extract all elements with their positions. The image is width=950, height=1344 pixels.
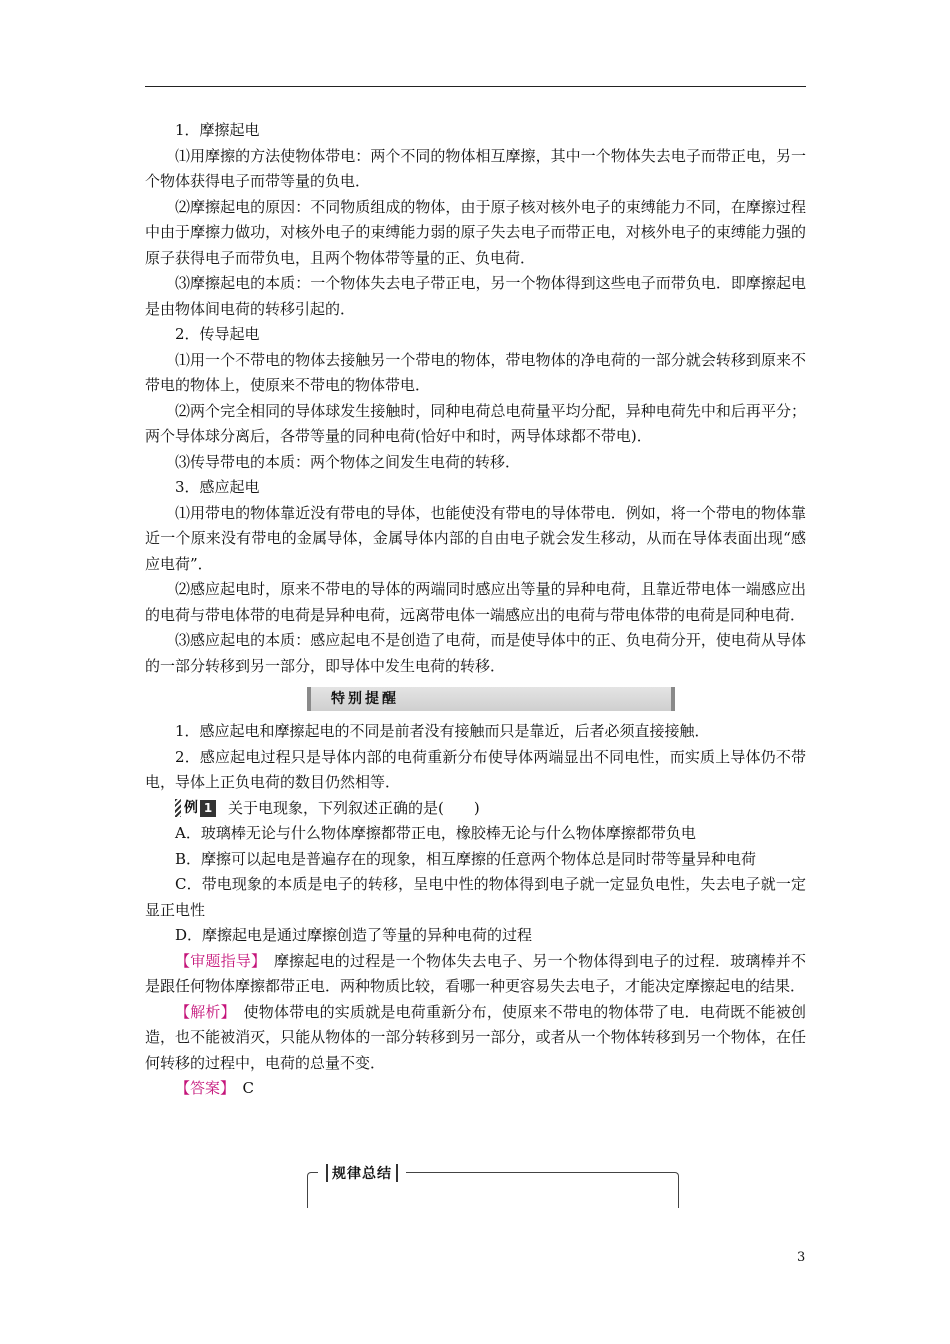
special-note-banner: 特别提醒 <box>307 687 675 711</box>
special-note-banner-wrap <box>145 687 806 715</box>
guide-paragraph <box>145 949 806 1000</box>
summary-label <box>318 1163 406 1183</box>
summary-title: 规律总结 <box>332 1166 392 1182</box>
option-b: B．摩擦可以起电是普遍存在的现象，相互摩擦的任意两个物体总是同时带等量异种电荷 <box>175 849 757 868</box>
summary-box <box>307 1166 679 1208</box>
paragraph: ⑵感应起电时，原来不带电的导体的两端同时感应出等量的异种电荷，且靠近带电体一端感应出的电荷与带电体带的电荷是异种电荷，远离带电体一端感应出的电荷与带电体带的电荷是同种电荷． <box>145 580 806 624</box>
badge-number: 1 <box>200 800 216 817</box>
answer-text: C <box>227 1079 254 1097</box>
paragraph: ⑴用摩擦的方法使物体带电：两个不同的物体相互摩擦，其中一个物体失去电子而带正电，另一个物体获得电子而带等量的负电． <box>145 146 806 190</box>
page-content <box>145 118 806 1102</box>
section-title-induction: 3．感应起电 <box>175 478 260 496</box>
paragraph: 1．感应起电和摩擦起电的不同是前者没有接触而只是靠近，后者必须直接接触． <box>175 722 710 740</box>
section-title-friction: 1．摩擦起电 <box>175 121 260 139</box>
section-title-conduction: 2．传导起电 <box>175 325 260 343</box>
page-number: 3 <box>797 1250 806 1265</box>
paragraph: ⑵摩擦起电的原因：不同物质组成的物体，由于原子核对核外电子的束缚能力不同，在摩擦过程中由于摩擦力做功，对核外电子的束缚能力弱的原子失去电子而带正电，对核外电子的束缚能力强的原子获得电子而带负电，且两个物体带等量的正、负电荷． <box>145 197 806 267</box>
paragraph: ⑴用一个不带电的物体去接触另一个带电的物体，带电物体的净电荷的一部分就会转移到原来不带电的物体上，使原来不带电的物体带电． <box>145 350 806 394</box>
guide-text: 摩擦起电的过程是一个物体失去电子、另一个物体得到电子的过程．玻璃棒并不是跟任何物体摩擦都带正电．两种物质比较，看哪一种更容易失去电子，才能决定摩擦起电的结果． <box>145 951 806 995</box>
paragraph: ⑶摩擦起电的本质：一个物体失去电子带正电，另一个物体得到这些电子而带负电．即摩擦起电是由物体间电荷的转移引起的． <box>145 274 806 318</box>
paragraph: ⑴用带电的物体靠近没有带电的导体，也能使没有带电的导体带电．例如，将一个带电的物体靠近一个原来没有带电的金属导体，金属导体内部的自由电子就会发生移动，从而在导体表面出现“感应电荷”． <box>145 503 806 573</box>
paragraph: ⑵两个完全相同的导体球发生接触时，同种电荷总电荷量平均分配，异种电荷先中和后再平分；两个导体球分离后，各带等量的同种电荷(恰好中和时，两导体球都不带电)． <box>145 401 806 445</box>
question-text: 关于电现象，下列叙述正确的是( ) <box>228 798 480 817</box>
summary-bar-left <box>326 1164 328 1182</box>
option-c: C．带电现象的本质是电子的转移，呈电中性的物体得到电子就一定显负电性，失去电子就一定显正电性 <box>145 875 806 919</box>
badge-stripes <box>175 799 181 817</box>
header-rule <box>145 86 806 87</box>
summary-bar-right <box>396 1164 398 1182</box>
paragraph: ⑶感应起电的本质：感应起电不是创造了电荷，而是使导体中的正、负电荷分开，使电荷从导体的一部分转移到另一部分，即导体中发生电荷的转移． <box>145 631 806 675</box>
option-d: D．摩擦起电是通过摩擦创造了等量的异种电荷的过程 <box>175 926 533 944</box>
analysis-label: 【解析】 <box>175 1002 229 1021</box>
example-question <box>145 796 806 822</box>
analysis-text: 使物体带电的实质就是电荷重新分布，使原来不带电的物体带了电．电荷既不能被创造，也不能被消灭，只能从物体的一部分转移到另一部分，或者从一个物体转移到另一个物体，在任何转移的过程中，电荷的总量不变． <box>145 1002 806 1072</box>
answer-paragraph <box>145 1076 806 1102</box>
paragraph: 2．感应起电过程只是导体内部的电荷重新分布使导体两端显出不同电性，而实质上导体仍不带电，导体上正负电荷的数目仍然相等． <box>145 747 806 791</box>
paragraph: ⑶传导带电的本质：两个物体之间发生电荷的转移． <box>175 452 521 471</box>
example-badge <box>175 799 216 817</box>
guide-label: 【审题指导】 <box>175 951 259 970</box>
answer-label: 【答案】 <box>175 1079 228 1097</box>
analysis-paragraph <box>145 1000 806 1077</box>
option-a: A．玻璃棒无论与什么物体摩擦都带正电，橡胶棒无论与什么物体摩擦都带负电 <box>175 824 696 842</box>
badge-text: 例 <box>184 799 198 816</box>
